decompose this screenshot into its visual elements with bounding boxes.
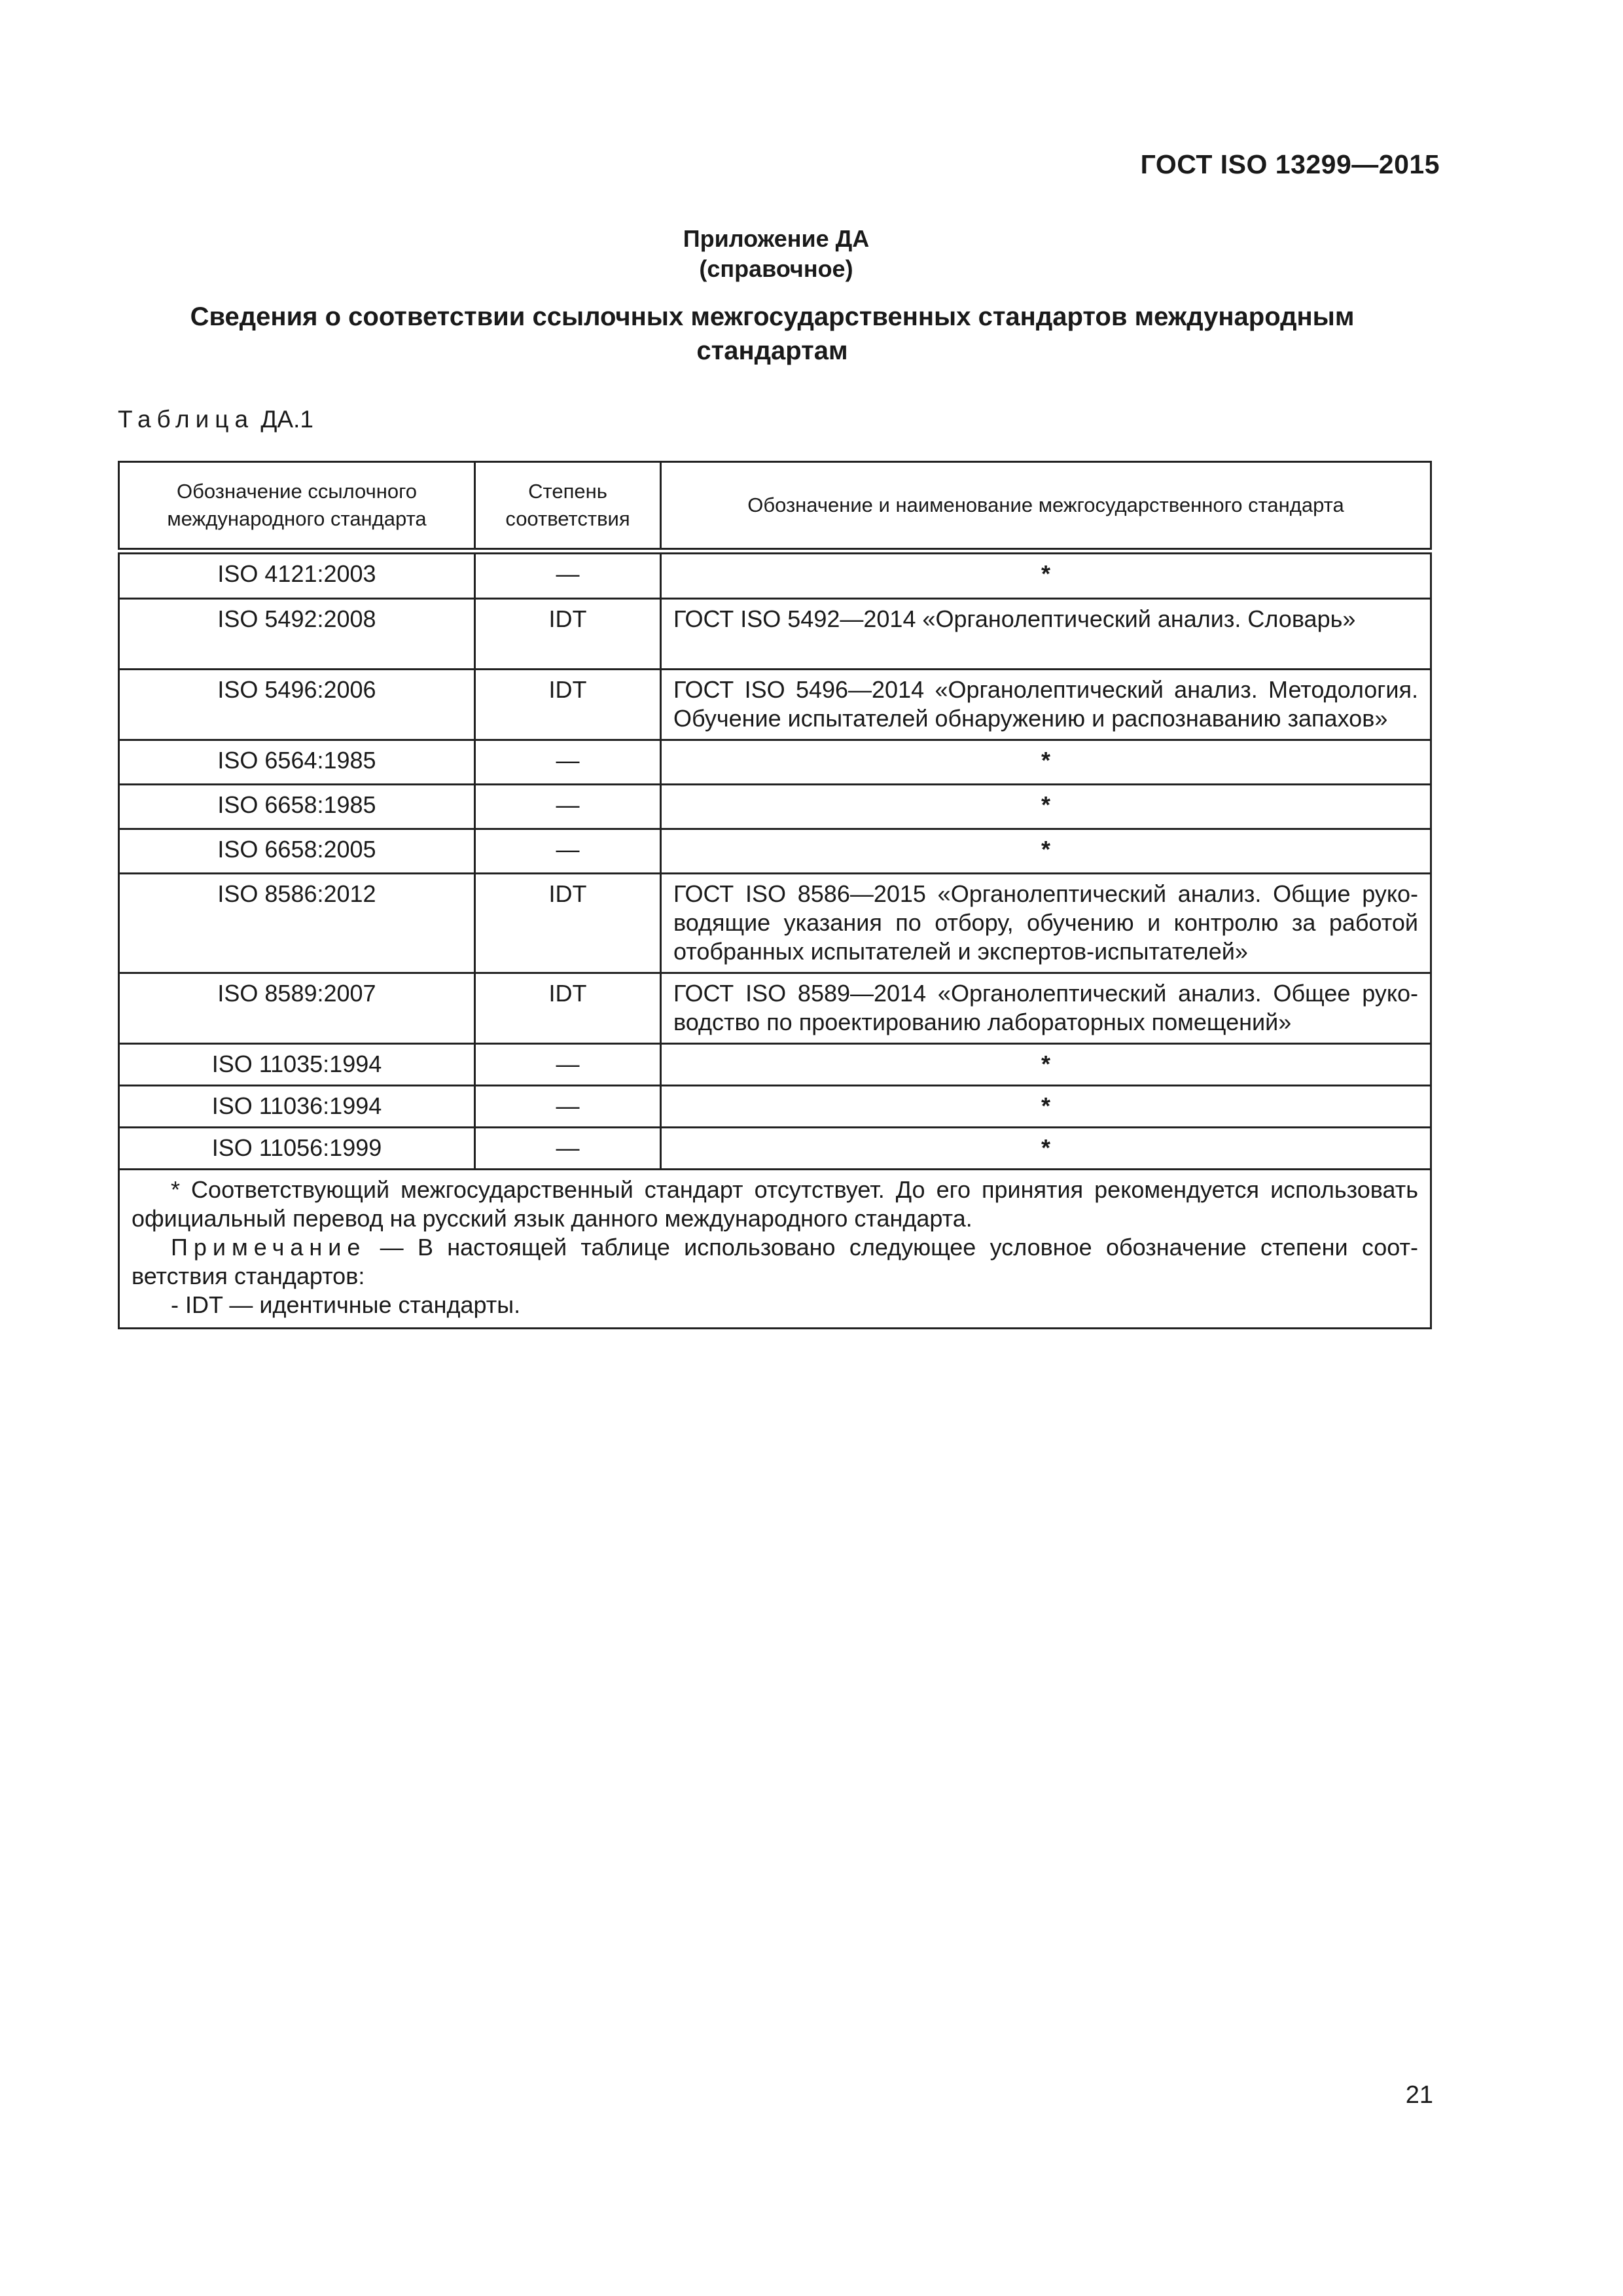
cell-interstate-standard: *: [661, 1127, 1431, 1169]
standards-correspondence-table: [118, 461, 1432, 1329]
cell-degree: —: [475, 1085, 661, 1127]
cell-intl-standard: ISO 5496:2006: [119, 669, 475, 740]
table-footnote-row: [119, 1169, 1431, 1328]
cell-degree: —: [475, 784, 661, 829]
note-label: Примечание: [171, 1233, 366, 1261]
cell-degree: IDT: [475, 598, 661, 669]
header-degree: Степень соответствия: [475, 462, 661, 552]
table-row: [119, 740, 1431, 784]
cell-degree: IDT: [475, 873, 661, 973]
table-row: [119, 829, 1431, 873]
page-number: 21: [1405, 2081, 1433, 2109]
header-intl-standard: Обозначение ссылочного международного стандарта: [119, 462, 475, 552]
cell-intl-standard: ISO 8589:2007: [119, 973, 475, 1043]
table-row: [119, 1043, 1431, 1085]
section-title: [157, 300, 1387, 368]
cell-intl-standard: ISO 11036:1994: [119, 1085, 475, 1127]
note-text: — В настоящей таблице использовано следующее условное обозначение степени соответствия стандартов:: [132, 1233, 1418, 1289]
cell-intl-standard: ISO 6564:1985: [119, 740, 475, 784]
section-title-line-2: стандартам: [696, 336, 848, 365]
cell-interstate-standard: ГОСТ ISO 8589—2014 «Органолептический анализ. Общее руководство по проектированию лабораторных помещений»: [661, 973, 1431, 1043]
table-header-row: [119, 462, 1431, 552]
cell-interstate-standard: *: [661, 1043, 1431, 1085]
cell-interstate-standard: *: [661, 784, 1431, 829]
table-row: [119, 551, 1431, 598]
table-caption-number: ДА.1: [260, 406, 313, 433]
table-row: [119, 784, 1431, 829]
table-row: [119, 873, 1431, 973]
appendix-title: Приложение ДА: [683, 225, 870, 252]
cell-intl-standard: ISO 5492:2008: [119, 598, 475, 669]
cell-interstate-standard: ГОСТ ISO 5492—2014 «Органолептический анализ. Словарь»: [661, 598, 1431, 669]
table-row: [119, 1085, 1431, 1127]
cell-intl-standard: ISO 4121:2003: [119, 551, 475, 598]
cell-interstate-standard: ГОСТ ISO 8586—2015 «Органолептический анализ. Общие руководящие указания по отбору, обучению и контролю за работой отобранных испытателей и экспертов-испытателей»: [661, 873, 1431, 973]
appendix-subtitle: (справочное): [699, 255, 853, 282]
appendix-heading: [0, 224, 1552, 284]
cell-degree: —: [475, 1043, 661, 1085]
cell-interstate-standard: *: [661, 829, 1431, 873]
cell-degree: —: [475, 551, 661, 598]
footnote-idt: - IDT — идентичные стандарты.: [171, 1291, 521, 1318]
section-title-line-1: Сведения о соответствии ссылочных межгосударственных стандартов международным: [190, 302, 1355, 331]
cell-interstate-standard: *: [661, 1085, 1431, 1127]
cell-degree: IDT: [475, 669, 661, 740]
cell-degree: —: [475, 740, 661, 784]
cell-degree: IDT: [475, 973, 661, 1043]
cell-interstate-standard: *: [661, 551, 1431, 598]
table-row: [119, 669, 1431, 740]
table-caption: [118, 406, 313, 433]
table-caption-prefix: Таблица: [118, 406, 255, 433]
cell-intl-standard: ISO 11035:1994: [119, 1043, 475, 1085]
table-row: [119, 1127, 1431, 1169]
cell-interstate-standard: ГОСТ ISO 5496—2014 «Органолептический анализ. Методология. Обучение испытателей обнаружению и распознаванию запахов»: [661, 669, 1431, 740]
cell-intl-standard: ISO 6658:2005: [119, 829, 475, 873]
cell-interstate-standard: *: [661, 740, 1431, 784]
table-footnote: [119, 1169, 1431, 1328]
footnote-asterisk: * Соответствующий межгосударственный стандарт отсутствует. До его принятия рекомендуется использовать официальный перевод на русский язык данного международного стандарта.: [132, 1175, 1418, 1232]
table-row: [119, 973, 1431, 1043]
document-code: ГОСТ ISO 13299—2015: [1140, 149, 1440, 179]
cell-intl-standard: ISO 6658:1985: [119, 784, 475, 829]
table-row: [119, 598, 1431, 669]
header-interstate-standard: Обозначение и наименование межгосударственного стандарта: [661, 462, 1431, 552]
cell-degree: —: [475, 829, 661, 873]
cell-intl-standard: ISO 11056:1999: [119, 1127, 475, 1169]
cell-intl-standard: ISO 8586:2012: [119, 873, 475, 973]
cell-degree: —: [475, 1127, 661, 1169]
footnote-note: [132, 1233, 1418, 1291]
